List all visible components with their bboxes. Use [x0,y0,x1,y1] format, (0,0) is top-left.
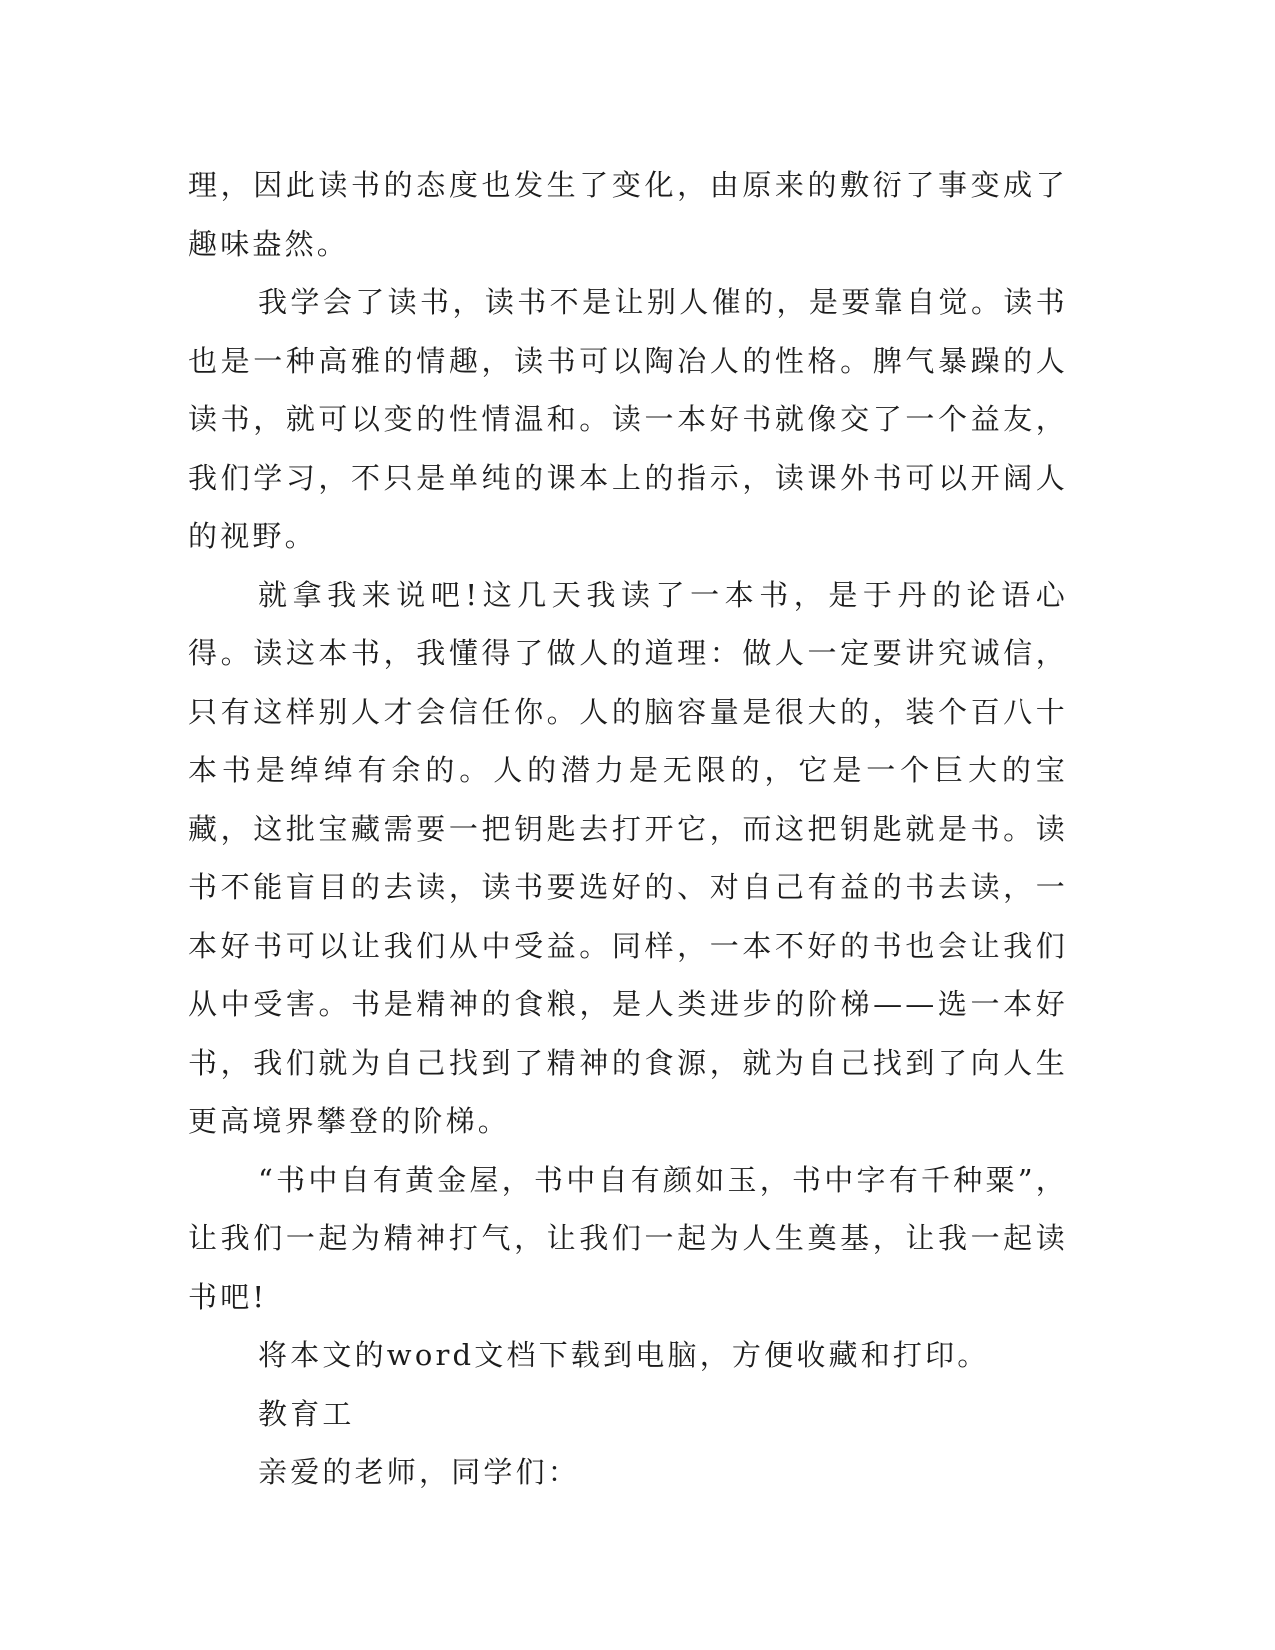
paragraph-download-note: 将本文的word文档下载到电脑，方便收藏和打印。 [258,1338,990,1372]
paragraph-quote-conclusion: “书中自有黄金屋，书中自有颜如玉，书中字有千种粟”，让我们一起为精神打气，让我们一起为人生奠基，让我一起读书吧! [188,1162,1068,1314]
paragraph-salutation: 亲爱的老师，同学们： [258,1455,581,1489]
paragraph-section-heading: 教育工 [258,1396,355,1431]
paragraph-analects-reflection: 就拿我来说吧!这几天我读了一本书，是于丹的论语心得。读这本书，我懂得了做人的道理：做人一定要讲究诚信，只有这样别人才会信任你。人的脑容量是很大的，装个百八十本书是绰绰有余的。人的潜力是无限的，它是一个巨大的宝藏，这批宝藏需要一把钥匙去打开它，而这把钥匙就是书。读书不能盲目的去读，读书要选好的、对自己有益的书去读，一本好书可以让我们从中受益。同样，一本不好的书也会让我们从中受害。书是精神的食粮，是人类进步的阶梯——选一本好书，我们就为自己找到了精神的食源，就为自己找到了向人生更高境界攀登的阶梯。 [188,577,1068,1138]
paragraph-learning-to-read: 我学会了读书，读书不是让别人催的，是要靠自觉。读书也是一种高雅的情趣，读书可以陶冶人的性格。脾气暴躁的人读书，就可以变的性情温和。读一本好书就像交了一个益友，我们学习，不只是单纯的课本上的指示，读课外书可以开阔人的视野。 [188,285,1068,553]
document-body [188,156,1068,1502]
paragraph-continuation: 理，因此读书的态度也发生了变化，由原来的敷衍了事变成了趣味盎然。 [188,168,1068,261]
